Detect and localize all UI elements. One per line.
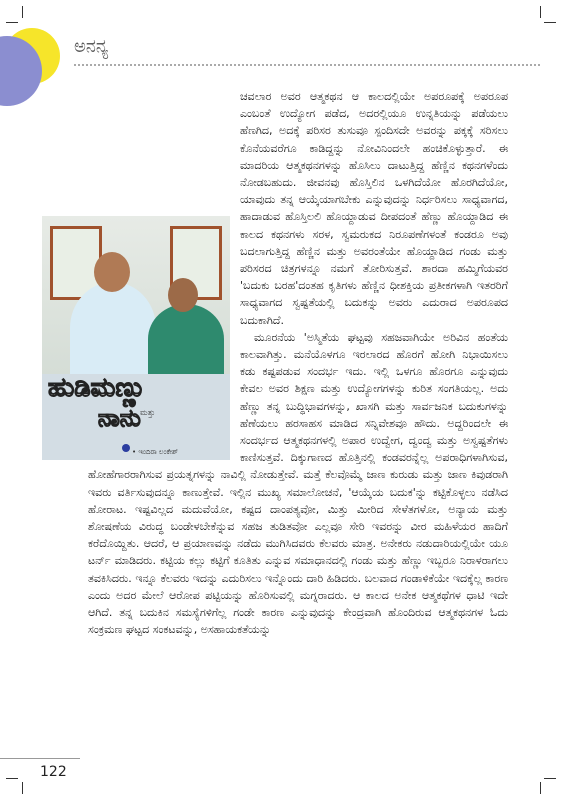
crop-mark	[544, 22, 556, 23]
author-photo	[42, 216, 230, 374]
crop-mark	[544, 778, 556, 779]
book-cover	[42, 374, 230, 460]
man-figure	[70, 282, 156, 374]
publisher-logo-icon	[122, 444, 130, 452]
woman-figure	[148, 304, 224, 374]
crop-mark	[540, 782, 541, 794]
paragraph-2: ಮೂರನೆಯ 'ಅಸ್ಮಿತೆಯ ಘಟ್ಟವು ಸಹಜವಾಗಿಯೇ ಅರಿವಿನ ಹಂತೆಯ ಕಾಲವಾಗಿತ್ತು. ಮನೆಯೊಳಗೂ ಇರಲಾರದ ಹೊರಗೆ ಹೋಗಿ ನಿಭಾಯಿಸಲು ಕಡು ಕಷ್ಟಪಡುವ ಸಂದರ್ಭ ಇದು. ಇಲ್ಲಿ ಒಳಗೂ ಹೊರಗೂ ಎನ್ನುವುದು ಕೇವಲ ಅವರ ಶಿಕ್ಷಣ ಮತ್ತು ಉದ್ಯೋಗಗಳನ್ನು ಕುರಿತ ಸಂಗತಿಯಲ್ಲ. ಅದು ಹೆಣ್ಣು ತನ್ನ ಬುದ್ಧಿಭಾವಗಳನ್ನು, ಖಾಸಗಿ ಮತ್ತು ಸಾರ್ವಜನಿಕ ಬದುಕುಗಳನ್ನು ಹೆಣೆಯಲು ಹರಸಾಹಸ ಮಾಡಿದ ಸನ್ನಿವೇಶವೂ ಹೌದು. ಅದ್ದರಿಂದಲೇ ಈ ಸಂದರ್ಭದ ಆತ್ಮಕಥನಗಳಲ್ಲಿ ಅಪಾರ ಉದ್ವೇಗ, ದ್ವಂದ್ವ ಮತ್ತು ಅಸ್ವಷ್ಟತೆಗಳು ಕಾಣಿಸುತ್ತವೆ. ದಿಕ್ಕುಗಾಣದ ಹೊತ್ತಿನಲ್ಲಿ ಕಂಡವರನ್ನೆಲ್ಲ ಅಪರಾಧಿಗಳಾಗಿಸುವ, ಹೋಹೆಗಾರರಾಗಿಸುವ ಪ್ರಯತ್ನಗಳನ್ನು ನಾವಿಲ್ಲಿ ನೋಡುತ್ತೇವೆ. ಮತ್ತೆ ಕೆಲವೊಮ್ಮೆ ಜಾಣ ಕುರುಡು ಮತ್ತು ಜಾಣ ಕಿವುಡರಾಗಿ ಇವರು ವರ್ತಿಸುವುದನ್ನೂ ಕಾಣುತ್ತೇವೆ. ಇಲ್ಲಿನ ಮುಖ್ಯ ಸಮಾಲೋಚನೆ, 'ಆಯ್ಕೆಯ ಬದುಕ'ನ್ನು ಕಟ್ಟಿಕೊಳ್ಳಲು ನಡೆಸಿದ ಹೋರಾಟ. ಇಷ್ಟವಿಲ್ಲದ ಮದುವೆಯೋ, ಕಷ್ಟದ ದಾಂಪತ್ಯವೋ, ಮಿತ್ತು ಮೀರಿದ ಸೇಳೆತಗಳೋ, ಅನ್ಯಾಯ ಮತ್ತು ಶೋಷಣೆಯ ವಿರುದ್ಧ ಬಂಡೇಳಬೇಕೆನ್ನುವ ಸಹಜ ತುಡಿತವೋ ಎಲ್ಲವೂ ಸೇರಿ ಇವರನ್ನು ವೀರ ಮಹಿಳೆಯರ ಹಾದಿಗೆ ಕರೆದೊಯ್ದಿತು. ಆದರೆ, ಆ ಪ್ರಯಾಣವನ್ನು ನಡೆದು ಮುಗಿಸಿದವರು ಕೆಲವರು ಮಾತ್ರ. ಅನೇಕರು ನಡುದಾರಿಯಲ್ಲಿಯೇ ಯೂ ಟರ್ನ್ ಮಾಡಿದರು. ಕಟ್ಟಿಯ ಕಲ್ಲು ಕಟ್ಟಿಗೆ ಕೂತಿತು ಎನ್ನುವ ಸಮಾಧಾನದಲ್ಲಿ ಗಂಡು ಮತ್ತು ಹೆಣ್ಣು ಇಬ್ಬರೂ ನಿರಾಳರಾಗಲು ತವಕಿಸಿದರು. ಇನ್ನೂ ಕೆಲವರು ಇದನ್ನು ಎದುರಿಸಲು ಇನ್ನೊಂದು ದಾರಿ ಹಿಡಿದರು. ಬಲವಾದ ಗಂಡಾಳಿಕೆಯೇ ಇದಕ್ಕೆಲ್ಲ ಕಾರಣ ಎಂದು ಅದರ ಮೇಲೆ ಆರೋಪ ಪಟ್ಟಿಯನ್ನು ಹೊರಿಸುವಲ್ಲಿ ಮಗ್ನರಾದರು. ಆ ಕಾಲದ ಅನೇಕ ಆತ್ಮಕಥೆಗಳ ಧಾಟಿ ಇದೇ ಆಗಿದೆ. ತನ್ನ ಬದುಕಿನ ಸಮಸ್ಯೆಗಳಿಗೆಲ್ಲ ಗಂಡೇ ಕಾರಣ ಎನ್ನುವುದನ್ನು ಕೇಂದ್ರವಾಗಿ ಹೊಂದಿರುವ ಆತ್ಮಕಥನಗಳ ಓದು ಸಂಕ್ರಮಣ ಘಟ್ಟದ ಸಂಕಟವನ್ನು, ಅಸಹಾಯಕತೆಯನ್ನು	[88, 330, 508, 637]
article-body	[48, 88, 508, 639]
woman-head	[168, 278, 198, 312]
book-figure	[42, 216, 230, 460]
paragraph-1: ಚವಲಾರ ಅವರ ಆತ್ಮಕಥನ ಆ ಕಾಲದಲ್ಲಿಯೇ ಅಪರೂಪಕ್ಕೆ ಅಪರೂಪ ಎಂಬಂತೆ ಉದ್ಯೋಗ ಪಡೆದ, ಅದರಲ್ಲಿಯೂ ಉನ್ನತಿಯನ್ನು ಪಡೆಯಲು ಹೆಣಗಿದ, ಅದಕ್ಕೆ ಪರಿಸರ ತುಸುವೂ ಸ್ಪಂದಿಸದೇ ಅವರನ್ನು ಪಕ್ಕಕ್ಕೆ ಸರಿಸಲು ಕೊನೆಯವರೆಗೂ ಕಾಡಿದ್ದನ್ನು ನೋವಿನಿಂದಲೇ ಹಂಚಿಕೊಳ್ಳುತ್ತಾರೆ. ಈ ಮಾದರಿಯ ಆತ್ಮಕಥನಗಳನ್ನು ಹೊಸಿಲು ದಾಟುತ್ತಿದ್ದ ಹೆಣ್ಣಿನ ಕಥನಗಳೆಂದು ನೋಡಬಹುದು. ಜೀವನವು ಹೊಸ್ತಿಲಿನ ಒಳಗಿದೆಯೋ ಹೊರಗಿದೆಯೋ, ಯಾವುದು ತನ್ನ ಆಯ್ಕೆಯಾಗಬೇಕು ಎನ್ನುವುದನ್ನು ನಿರ್ಧರಿಸಲು ಸಾಧ್ಯವಾಗದ, ಹಾದಾಡುವ ಹೊಸ್ತಿಲಲಿ ಹೊಯ್ದಾಡುವ ದೀಪದಂತೆ ಹೆಣ್ಣು ಹೊಯ್ದಾಡಿದ ಈ ಕಾಲದ ಕಥನಗಳು ಸರಳ, ಸ್ವಮರುಕದ ನಿರೂಪಣೆಗಳಂತೆ ಕಂಡರೂ ಅವು ಬದಲಾಗುತ್ತಿದ್ದ ಹೆಣ್ಣಿನ ಮತ್ತು ಅವರಂತೆಯೇ ಹೊಯ್ದಾಡಿದ ಗಂಡು ಮತ್ತು ಪರಿಸರದ ಚಿತ್ರಗಳನ್ನೂ ನಮಗೆ ತೋರಿಸುತ್ತವೆ. ಶಾರದಾ ಹಮ್ಮಿಗೆಯವರ 'ಬದುಕು ಬರಹ'ದಂತಹ ಕೃತಿಗಳು ಹೆಣ್ಣಿನ ಧೀಶಕ್ತಿಯ ಪ್ರತೀಕಗಳಾಗಿ ಇತರರಿಗೆ ಸಾಧ್ಯವಾಗದ ಸ್ವಷ್ಟತೆಯಲ್ಲಿ ಬದುಕನ್ನು ಅವರು ಎದುರಾದ ಅಪರೂಪದ ಬದುಕಾಗಿದೆ.	[240, 90, 508, 327]
cover-title-line-1: ಹುಡಿಮಣ್ಣು	[48, 373, 146, 403]
crop-mark	[540, 6, 541, 18]
man-head	[94, 252, 130, 292]
crop-mark	[22, 782, 23, 794]
crop-mark	[6, 778, 18, 779]
page-number: 122	[40, 764, 67, 780]
header-dotted-rule	[74, 64, 540, 66]
cover-author: • ಇಂದಿರಾ ಲಂಕೇಶ್	[132, 448, 179, 456]
page-header-title: ಅನನ್ಯ	[74, 36, 109, 57]
crop-mark	[22, 6, 23, 18]
footer-rule	[0, 758, 80, 759]
crop-mark	[6, 22, 18, 23]
cover-title-line-2: ನಾನು	[98, 404, 141, 432]
cover-title-connector: ಮತ್ತು	[140, 408, 156, 417]
